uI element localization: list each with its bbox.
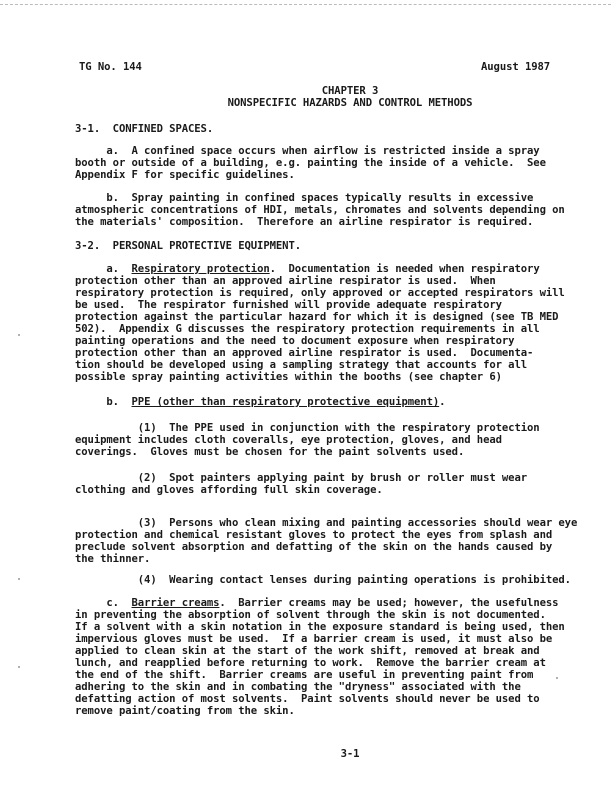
paragraph-text: . Barrier creams may be used; however, the usefulness bbox=[219, 597, 559, 609]
paragraph-line: respiratory protection is required, only approved or accepted respirators will bbox=[75, 287, 565, 299]
scan-top-edge bbox=[0, 4, 611, 5]
doc-date: August 1987 bbox=[481, 61, 551, 73]
paragraph-line: coverings. Gloves must be chosen for the paint solvents used. bbox=[75, 446, 465, 458]
paragraph-line: adhering to the skin and in combating the "dryness" associated with the bbox=[75, 681, 521, 693]
respiratory-protection-title: Respiratory protection bbox=[131, 263, 270, 275]
paragraph-line: remove paint/coating from the skin. bbox=[75, 705, 295, 717]
chapter-number: CHAPTER 3 bbox=[321, 85, 379, 97]
paragraph-line: (3) Persons who clean mixing and painting accessories should wear eye bbox=[75, 517, 578, 529]
paragraph-line: (4) Wearing contact lenses during painting operations is prohibited. bbox=[75, 574, 571, 586]
paragraph-line: Appendix F for specific guidelines. bbox=[75, 169, 295, 181]
paragraph-line: equipment includes cloth coveralls, eye protection, gloves, and head bbox=[75, 434, 502, 446]
paragraph-line: 502). Appendix G discusses the respiratory protection requirements in all bbox=[75, 323, 540, 335]
barrier-creams-title: Barrier creams bbox=[131, 597, 220, 609]
paragraph-line: defatting action of most solvents. Paint solvents should never be used to bbox=[75, 693, 540, 705]
paragraph-line: (1) The PPE used in conjunction with the respiratory protection bbox=[75, 422, 540, 434]
paragraph-line: protection other than an approved airline respirator is used. When bbox=[75, 275, 496, 287]
paragraph-line: lunch, and reapplied before returning to work. Remove the barrier cream at bbox=[75, 657, 546, 669]
paragraph-line: preclude solvent absorption and defatting of the skin on the hands caused by bbox=[75, 541, 553, 553]
paragraph-line: applied to clean skin at the start of the work shift, removed at break and bbox=[75, 645, 540, 657]
paragraph-text: . bbox=[439, 396, 446, 408]
paragraph-line: painting operations and the need to document exposure when respiratory bbox=[75, 335, 515, 347]
section-heading-3-1: 3-1. CONFINED SPACES. bbox=[75, 123, 214, 135]
scan-speck bbox=[18, 578, 20, 580]
paragraph-line: the thinner. bbox=[75, 553, 151, 565]
section-heading-3-2: 3-2. PERSONAL PROTECTIVE EQUIPMENT. bbox=[75, 240, 302, 252]
paragraph-line bbox=[75, 597, 558, 609]
paragraph-line: If a solvent with a skin notation in the exposure standard is being used, then bbox=[75, 621, 565, 633]
paragraph-line bbox=[75, 396, 445, 408]
paragraph-line: in preventing the absorption of solvent through the skin is not documented. bbox=[75, 609, 546, 621]
paragraph-line: the materials' composition. Therefore an airline respirator is required. bbox=[75, 216, 534, 228]
paragraph-line: clothing and gloves affording full skin coverage. bbox=[75, 484, 383, 496]
paragraph-line: atmospheric concentrations of HDI, metals, chromates and solvents depending on bbox=[75, 204, 565, 216]
paragraph-line: b. Spray painting in confined spaces typically results in excessive bbox=[75, 192, 534, 204]
paragraph-line: (2) Spot painters applying paint by brush or roller must wear bbox=[75, 472, 528, 484]
ppe-title: PPE (other than respiratory protective equipment) bbox=[131, 396, 440, 408]
item-prefix: a. bbox=[75, 263, 132, 275]
chapter-title: NONSPECIFIC HAZARDS AND CONTROL METHODS bbox=[227, 97, 473, 109]
paragraph-line: protection other than an approved airline respirator is used. Documenta- bbox=[75, 347, 534, 359]
item-prefix: c. bbox=[75, 597, 132, 609]
paragraph-line: impervious gloves must be used. If a barrier cream is used, it must also be bbox=[75, 633, 553, 645]
paragraph-line: a. A confined space occurs when airflow is restricted inside a spray bbox=[75, 145, 540, 157]
doc-number: TG No. 144 bbox=[79, 61, 142, 73]
paragraph-line bbox=[75, 263, 540, 275]
item-prefix: b. bbox=[75, 396, 132, 408]
paragraph-line: booth or outside of a building, e.g. painting the inside of a vehicle. See bbox=[75, 157, 546, 169]
paragraph-text: . Documentation is needed when respiratory bbox=[269, 263, 540, 275]
paragraph-line: possible spray painting activities within the booths (see chapter 6) bbox=[75, 371, 502, 383]
scan-speck bbox=[18, 334, 20, 336]
paragraph-line: the end of the shift. Barrier creams are useful in preventing paint from bbox=[75, 669, 534, 681]
scan-speck bbox=[18, 666, 20, 668]
page-number: 3-1 bbox=[340, 748, 360, 760]
paragraph-line: protection against the particular hazard for which it is designed (see TB MED bbox=[75, 311, 559, 323]
paragraph-line: tion should be developed using a sampling strategy that accounts for all bbox=[75, 359, 528, 371]
paragraph-line: protection and chemical resistant gloves to protect the eyes from splash and bbox=[75, 529, 553, 541]
scan-speck bbox=[556, 677, 558, 679]
paragraph-line: be used. The respirator furnished will provide adequate respiratory bbox=[75, 299, 502, 311]
